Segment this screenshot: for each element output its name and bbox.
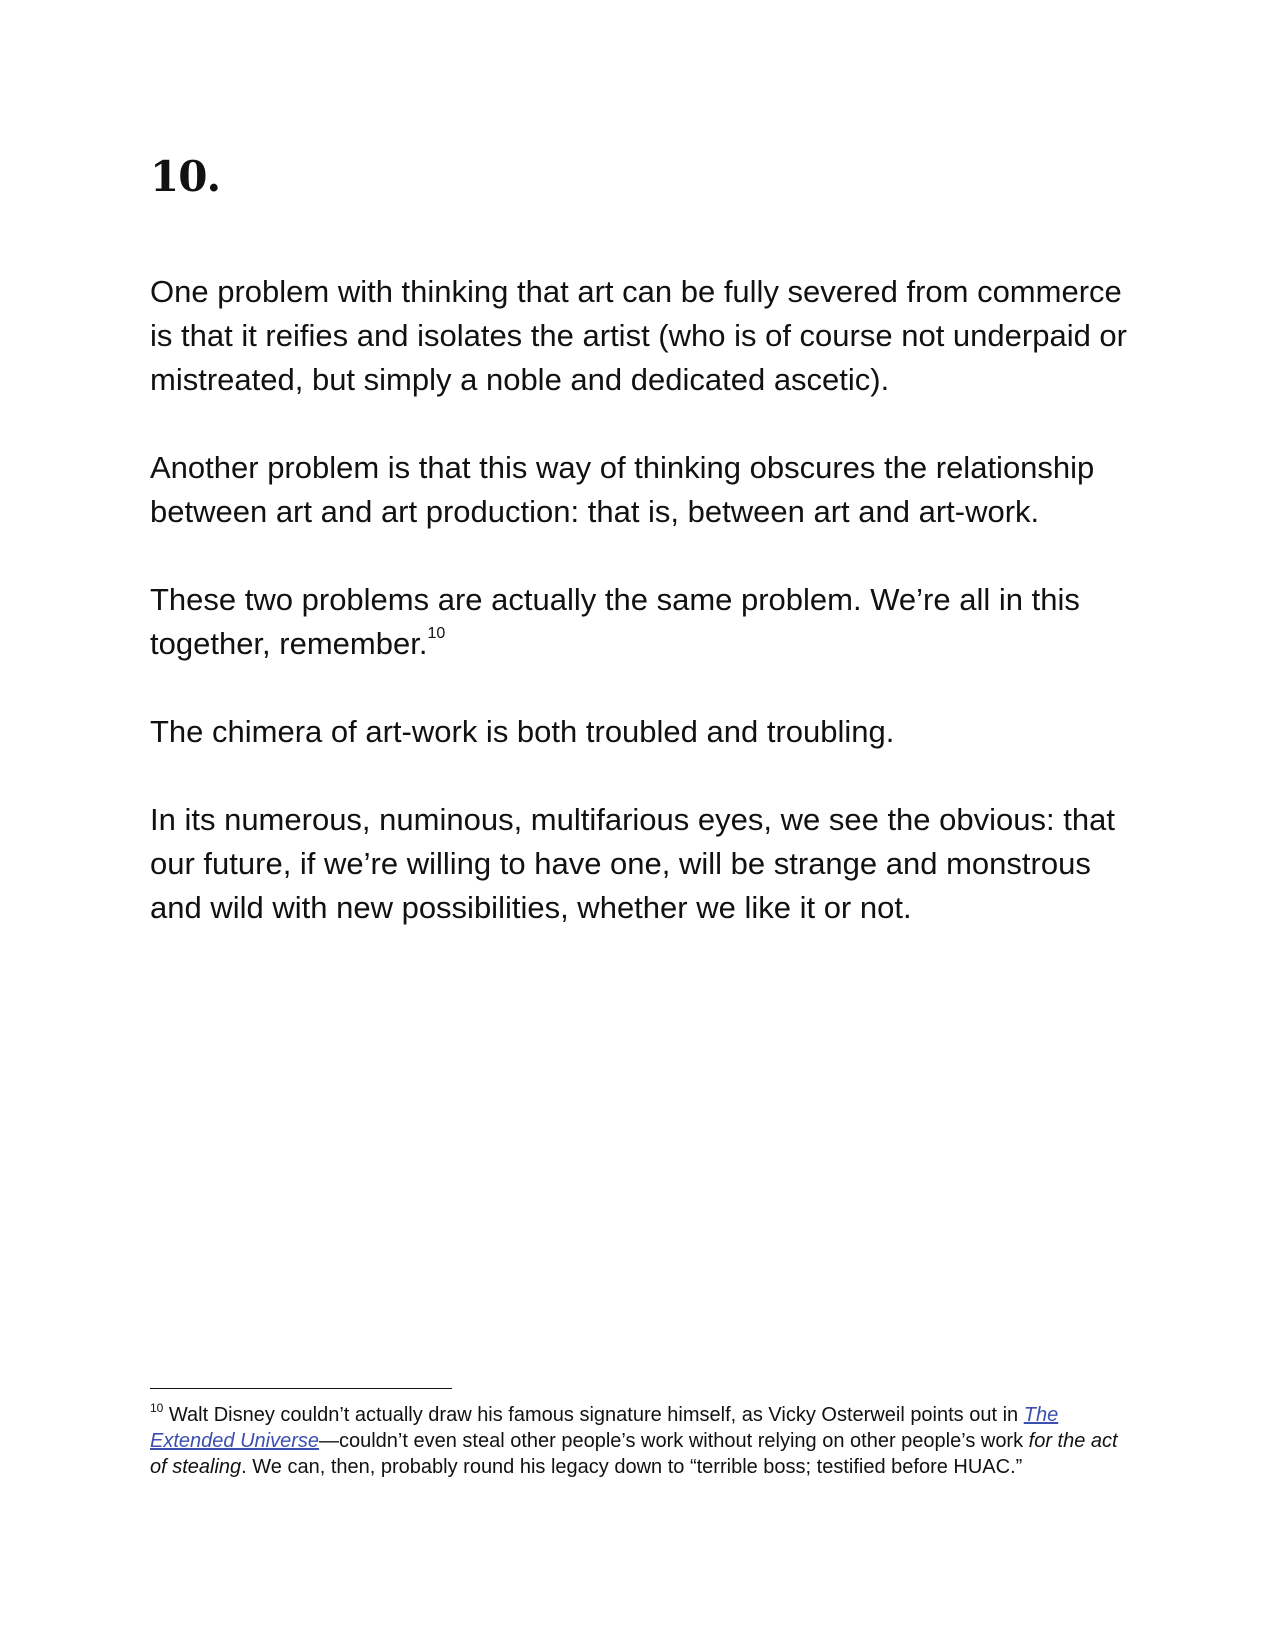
body-text (150, 270, 1130, 974)
paragraph-2: Another problem is that this way of thinking obscures the relationship between art and art production: that is, between art and art-work. (150, 450, 1095, 529)
footnote-number: 10 (150, 1401, 164, 1415)
footnote-reference[interactable]: 10 (427, 625, 446, 642)
paragraph-1: One problem with thinking that art can be fully severed from commerce is that it reifies and isolates the artist (who is of course not underpaid or mistreated, but simply a noble and dedicated ascetic). (150, 274, 1127, 397)
footnote-book-link[interactable]: The Extended Universe (150, 1404, 1059, 1452)
footnote-divider (150, 1388, 452, 1389)
footnote-emphasis: for the act of stealing (150, 1430, 1118, 1478)
footnote-text-2: —couldn’t even steal other people’s work without relying on other people’s work (318, 1430, 1029, 1452)
paragraph-3-text: These two problems are actually the same problem. We’re all in this together, remember. (150, 582, 1080, 661)
footnote-text-3: . We can, then, probably round his legacy down to “terrible boss; testified before HUAC.” (241, 1456, 1023, 1478)
section-heading: 10. (150, 152, 221, 201)
paragraph-4: The chimera of art-work is both troubled and troubling. (150, 714, 895, 749)
footnote-text-1: Walt Disney couldn’t actually draw his famous signature himself, as Vicky Osterweil points out in (163, 1404, 1024, 1426)
footnote (150, 1402, 1135, 1480)
paragraph-5: In its numerous, numinous, multifarious eyes, we see the obvious: that our future, if we’re willing to have one, will be strange and monstrous and wild with new possibilities, whether we like it or not. (150, 802, 1115, 925)
paragraph-3 (150, 578, 1130, 666)
